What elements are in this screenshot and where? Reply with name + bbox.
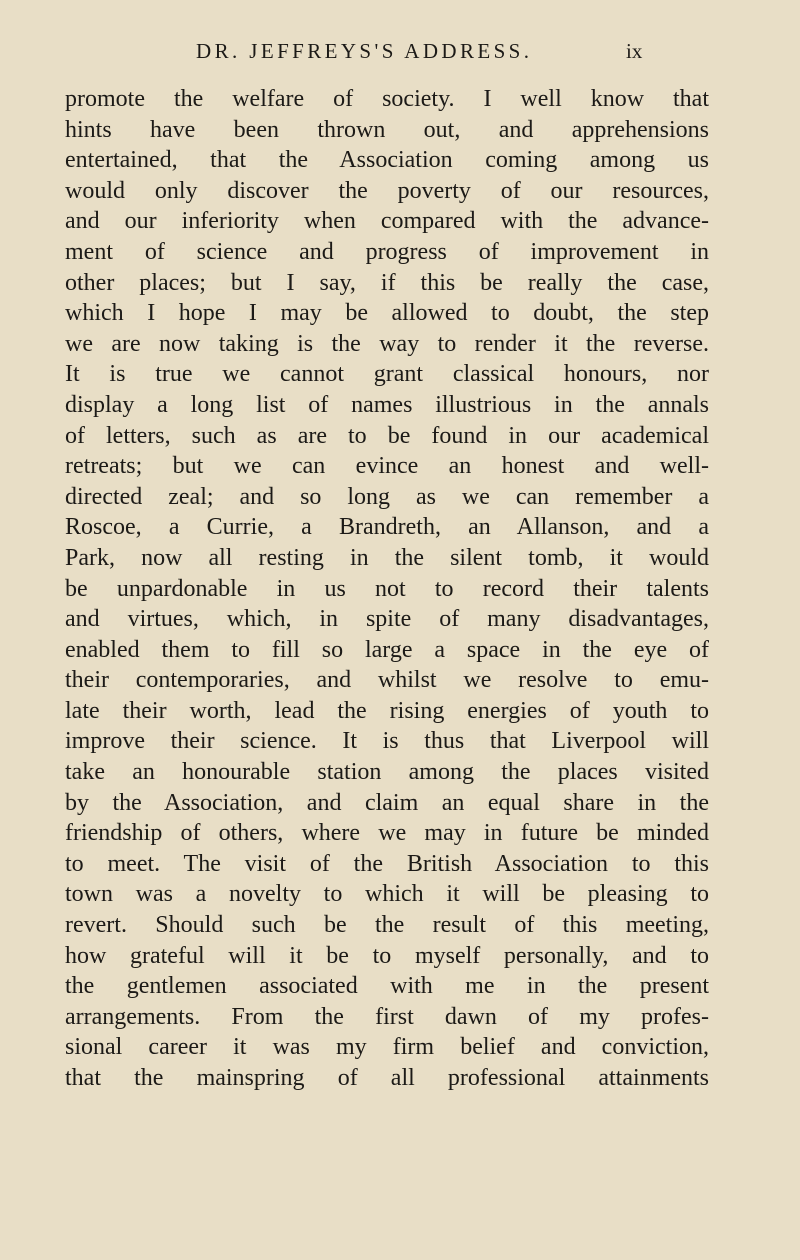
text-line: take an honourable station among the places visited xyxy=(65,759,709,786)
text-line: revert. Should such be the result of this meeting, xyxy=(65,912,709,939)
body-text xyxy=(65,84,709,1094)
running-title: DR. JEFFREYS'S ADDRESS. xyxy=(196,39,533,63)
running-head xyxy=(0,36,800,66)
text-line: which I hope I may be allowed to doubt, the step xyxy=(65,300,709,327)
text-line: display a long list of names illustrious in the annals xyxy=(65,391,709,418)
text-line: would only discover the poverty of our resources, xyxy=(65,177,709,204)
text-line: we are now taking is the way to render it the reverse. xyxy=(65,330,709,357)
text-line: promote the welfare of society. I well know that xyxy=(65,86,709,112)
text-line: sional career it was my firm belief and conviction, xyxy=(65,1034,709,1061)
text-line: and our inferiority when compared with the advance- xyxy=(65,208,709,235)
text-line: how grateful will it be to myself personally, and to xyxy=(65,942,709,969)
text-line: Park, now all resting in the silent tomb, it would xyxy=(65,544,709,571)
text-line: Roscoe, a Currie, a Brandreth, an Allanson, and a xyxy=(65,514,709,541)
text-line: directed zeal; and so long as we can remember a xyxy=(65,483,709,510)
text-line: enabled them to fill so large a space in the eye of xyxy=(65,636,709,663)
text-line: be unpardonable in us not to record their talents xyxy=(65,575,709,602)
text-line: ment of science and progress of improvement in xyxy=(65,238,709,265)
text-line: hints have been thrown out, and apprehensions xyxy=(65,116,709,143)
text-line: arrangements. From the first dawn of my profes- xyxy=(65,1003,709,1030)
text-line: friendship of others, where we may in future be minded xyxy=(65,820,709,847)
text-line: It is true we cannot grant classical honours, nor xyxy=(65,361,709,388)
text-line: other places; but I say, if this be really the case, xyxy=(65,269,709,296)
text-line: and virtues, which, in spite of many disadvantages, xyxy=(65,606,709,633)
text-line: late their worth, lead the rising energies of youth to xyxy=(65,697,709,724)
text-line: of letters, such as are to be found in our academical xyxy=(65,422,709,449)
text-line: their contemporaries, and whilst we resolve to emu- xyxy=(65,667,709,694)
text-line: entertained, that the Association coming among us xyxy=(65,147,709,174)
text-line: to meet. The visit of the British Association to this xyxy=(65,850,709,877)
text-line: that the mainspring of all professional attainments xyxy=(65,1065,709,1091)
text-line: town was a novelty to which it will be pleasing to xyxy=(65,881,709,908)
text-line: retreats; but we can evince an honest and well- xyxy=(65,453,709,480)
text-line: the gentlemen associated with me in the present xyxy=(65,973,709,1000)
page-number: ix xyxy=(626,39,643,63)
text-line: improve their science. It is thus that Liverpool will xyxy=(65,728,709,755)
text-line: by the Association, and claim an equal share in the xyxy=(65,789,709,816)
